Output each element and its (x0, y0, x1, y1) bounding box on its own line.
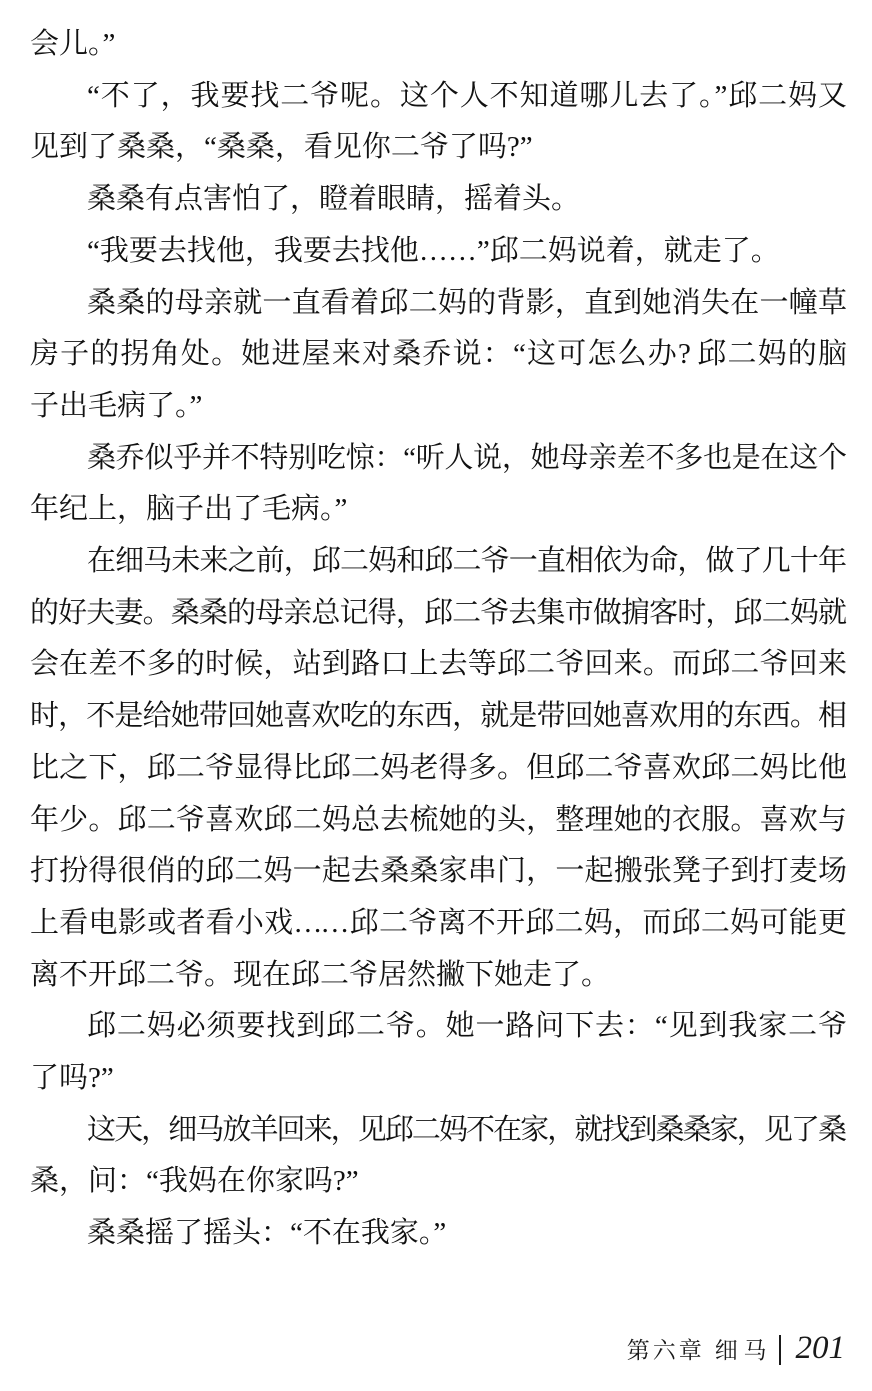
text-line: 邱二妈必须要找到邱二爷。她一路问下去：“见到我家二爷 (87, 1010, 845, 1043)
page-text (30, 19, 845, 1260)
page-footer (627, 1332, 845, 1365)
text-line: 这天，细马放羊回来，见邱二妈不在家，就找到桑桑家，见了桑 (87, 1113, 845, 1146)
chapter-label: 第六章 (626, 1338, 705, 1363)
chapter-title: 细 马 (714, 1338, 767, 1363)
page-number: 201 (795, 1330, 845, 1366)
text-line: 离不开邱二爷。现在邱二爷居然撇下她走了。 (30, 958, 611, 991)
text-line: 的好夫妻。桑桑的母亲总记得，邱二爷去集市做掮客时，邱二妈就 (30, 596, 845, 629)
text-line: 上看电影或者看小戏……邱二爷离不开邱二妈，而邱二妈可能更 (30, 906, 845, 939)
text-line: 会儿。” (30, 28, 116, 60)
text-line: 桑桑的母亲就一直看着邱二妈的背影，直到她消失在一幢草 (87, 286, 845, 319)
text-line: 见到了桑桑，“桑桑，看见你二爷了吗?” (30, 131, 533, 164)
text-line: 桑乔似乎并不特别吃惊：“听人说，她母亲差不多也是在这个 (87, 441, 845, 474)
text-line: 桑，问：“我妈在你家吗?” (30, 1165, 359, 1198)
text-line: 桑桑摇了摇头：“不在我家。” (87, 1217, 447, 1250)
text-line: 年纪上，脑子出了毛病。” (30, 493, 348, 526)
text-line: 子出毛病了。” (30, 389, 203, 422)
text-line: 打扮得很俏的邱二妈一起去桑桑家串门，一起搬张凳子到打麦场 (30, 855, 845, 888)
text-line: 年少。邱二爷喜欢邱二妈总去梳她的头，整理她的衣服。喜欢与 (30, 803, 845, 836)
text-line: 了吗?” (30, 1062, 114, 1095)
text-line: 房子的拐角处。她进屋来对桑乔说：“这可怎么办? 邱二妈的脑 (30, 338, 845, 371)
text-line: 桑桑有点害怕了，瞪着眼睛，摇着头。 (87, 183, 581, 216)
text-line: 比之下，邱二爷显得比邱二妈老得多。但邱二爷喜欢邱二妈比他 (30, 751, 845, 784)
text-line: 时，不是给她带回她喜欢吃的东西，就是带回她喜欢用的东西。相 (30, 700, 845, 733)
text-line: 会在差不多的时候，站到路口上去等邱二爷回来。而邱二爷回来 (30, 648, 845, 681)
text-line: “我要去找他，我要去找他……”邱二妈说着，就走了。 (87, 234, 780, 267)
text-line: “不了，我要找二爷呢。这个人不知道哪儿去了。”邱二妈又 (87, 79, 845, 112)
text-line: 在细马未来之前，邱二妈和邱二爷一直相依为命，做了几十年 (87, 545, 845, 578)
footer-divider (779, 1335, 781, 1365)
